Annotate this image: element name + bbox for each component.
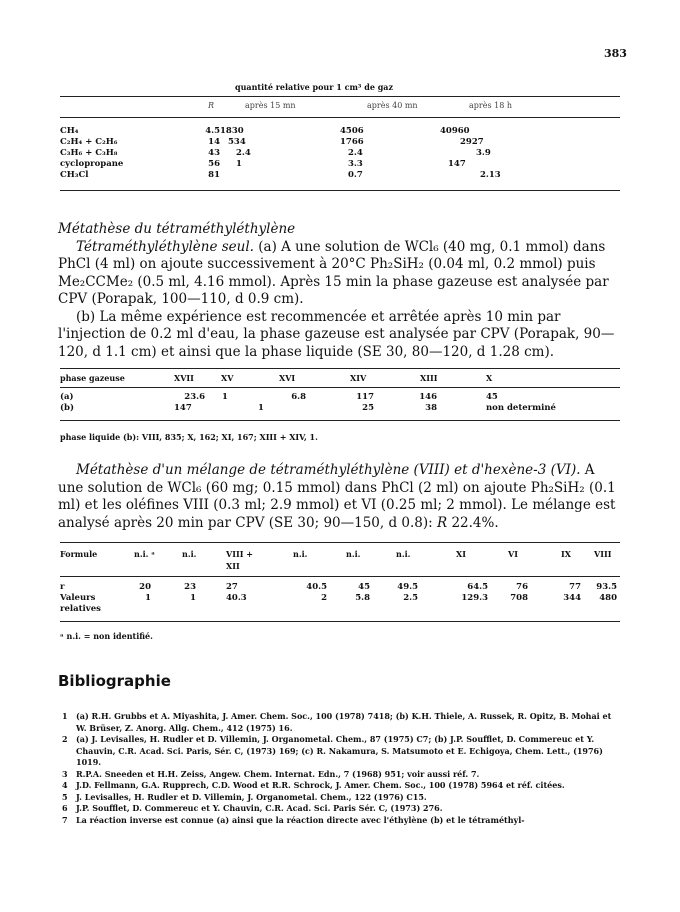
table1-cell: 534 xyxy=(228,137,246,147)
table3-cell: r xyxy=(60,582,65,592)
table1-cell: 3.9 xyxy=(476,148,491,158)
ref-number: 6 xyxy=(62,803,68,813)
table1-cell: 43 xyxy=(208,148,220,158)
ref-text: J.D. Fellmann, G.A. Rupprech, C.D. Wood et R.R. Schrock, J. Amer. Chem. Soc., 100 (1978) 5964 et réf. citées. xyxy=(76,780,565,790)
table2-bottom-rule xyxy=(60,420,620,421)
table3-cell: 344 xyxy=(563,593,581,603)
table1-cell: 14 xyxy=(208,137,220,147)
bibliography-ref xyxy=(62,711,622,734)
table2-header: XIII xyxy=(420,373,438,383)
table1-row xyxy=(60,137,560,148)
table1-cell: 4506 xyxy=(340,126,364,136)
table1-cell: 81 xyxy=(208,170,220,180)
table1-cell: 2.4 xyxy=(348,148,363,158)
section1-p1-text: (a) A une solution de WCl₆ (40 mg, 0.1 mmol) dans PhCl (4 ml) on ajoute successivement à 20°C Ph₂SiH₂ (0.04 ml, 0.2 mmol) puis Me₂CCMe₂ (0.5 ml, 4.16 mmol). Après 15 min la phase gazeuse est analysée par CPV (Porapak, 100—110, d 0.9 cm). xyxy=(58,238,609,307)
ref-text: J.P. Soufflet, D. Commereuc et Y. Chauvin, C.R. Acad. Sci. Paris Sér. C, (1973) 276. xyxy=(76,803,443,813)
table3-cell: 76 xyxy=(516,582,528,592)
table1-cell: 147 xyxy=(448,159,466,169)
table1-cell: 40960 xyxy=(440,126,470,136)
ref-text: J. Levisalles, H. Rudler et D. Villemin, J. Organometal. Chem., 122 (1976) C15. xyxy=(76,791,427,802)
table1-cell: 2.4 xyxy=(236,148,251,158)
table3-cell: 49.5 xyxy=(397,582,418,592)
table2-cell: (a) xyxy=(60,392,74,402)
table3-cell: 5.8 xyxy=(355,593,370,603)
table1-header: R xyxy=(208,101,215,110)
table1-cell: CH₄ xyxy=(60,126,79,136)
table1-cell: 1 xyxy=(236,159,242,169)
table3-header: n.i. xyxy=(396,549,411,559)
ref-text: (a) J. Levisalles, H. Rudler et D. Villemin, J. Organometal. Chem., 87 (1975) C7; (b) J.P. Soufflet, D. Commereuc et Y. Chauvin, C.R. Acad. Sci. Paris, Sér. C, (1973) 169; (c) R. Nakamura, S. Matsumoto et E. Echigoya, Chem. Lett., (1976) 1019. xyxy=(76,734,603,767)
table1-cell: 2.13 xyxy=(480,170,501,180)
ref-text: (a) R.H. Grubbs et A. Miyashita, J. Amer. Chem. Soc., 100 (1978) 7418; (b) K.H. Thiele, A. Russek, R. Opitz, B. Mohai et W. Brüser, Z. Anorg. Allg. Chem., 412 (1975) 16. xyxy=(76,711,612,733)
table3-header: n.i. xyxy=(293,549,308,559)
bibliography-ref xyxy=(62,734,622,769)
bibliography-ref xyxy=(62,769,622,781)
section2-r-label: R xyxy=(436,514,448,531)
table3-header: n.i. xyxy=(182,549,197,559)
bibliography-ref xyxy=(62,792,622,804)
table2-cell: 1 xyxy=(258,403,264,413)
table2-header: XVII xyxy=(174,373,194,383)
bibliography-ref xyxy=(62,815,622,827)
table1-bottom-rule xyxy=(60,190,620,191)
table3-cell: 2.5 xyxy=(403,593,418,603)
table3-header: n.i. ᵃ xyxy=(134,549,155,559)
table2-header: X xyxy=(486,373,493,383)
section1-paragraph2: (b) La même expérience est recommencée et arrêtée après 10 min par l'injection de 0.2 ml d'eau, la phase gazeuse est analysée par CPV (Porapak, 90—120, d 1.1 cm) et ainsi que la phase liquide (SE 30, 80—120, d 1.28 cm). xyxy=(58,308,615,360)
table2-header-rule xyxy=(60,387,620,388)
table1-header-row xyxy=(60,100,567,111)
table3-cell: 45 xyxy=(358,582,370,592)
table1-cell: 2927 xyxy=(460,137,484,147)
table1-cell: 56 xyxy=(208,159,220,169)
section1 xyxy=(58,221,618,361)
ref-number: 5 xyxy=(62,791,68,802)
table3-cell: 20 xyxy=(139,582,151,592)
table3-cell: 129.3 xyxy=(461,593,488,603)
section1-paragraph1 xyxy=(58,239,618,309)
table3-header: VIII + XII xyxy=(226,549,253,571)
table3-cell: 64.5 xyxy=(467,582,488,592)
table1-cell: 3.3 xyxy=(348,159,363,169)
table2-cell: 146 xyxy=(419,392,437,402)
table1-cell: C₃H₆ + C₃H₈ xyxy=(60,148,118,158)
table2-top-rule xyxy=(60,368,620,369)
table2-cell: 38 xyxy=(425,403,437,413)
bibliography-list xyxy=(62,711,622,826)
table1-caption: quantité relative pour 1 cm³ de gaz xyxy=(235,82,394,92)
table3-cell: 77 xyxy=(569,582,581,592)
table2-header: XVI xyxy=(279,373,296,383)
table3-header: VIII xyxy=(594,549,612,559)
ref-text: R.P.A. Sneeden et H.H. Zeiss, Angew. Chem. Internat. Edn., 7 (1968) 951; voir aussi réf. 7. xyxy=(76,768,480,779)
table2-header: XV xyxy=(221,373,234,383)
table1-header: après 18 h xyxy=(469,101,512,110)
table3-top-rule xyxy=(60,542,620,543)
table3-cell: 27 xyxy=(226,582,238,592)
table2-cell: non determiné xyxy=(486,403,556,413)
table3-cell: 480 xyxy=(599,593,617,603)
table3-header: Formule xyxy=(60,549,98,559)
table1-cell: 4.5 xyxy=(205,126,220,136)
table3-cell: 93.5 xyxy=(596,582,617,592)
bibliography-ref xyxy=(62,803,622,815)
section2-heading: Métathèse d'un mélange de tétraméthyléthylène (VIII) et d'hexène-3 (VI). xyxy=(76,462,581,478)
table3-header: VI xyxy=(508,549,518,559)
table1-top-rule xyxy=(60,96,620,97)
table1-row xyxy=(60,126,560,137)
table1-cell: C₂H₄ + C₂H₆ xyxy=(60,137,118,147)
table2-cell: 23.6 xyxy=(184,392,205,402)
ref-number: 2 xyxy=(62,734,68,744)
table3-bottom-rule xyxy=(60,621,620,622)
table3-cell: 23 xyxy=(184,582,196,592)
table3-header-rule xyxy=(60,576,620,577)
ref-number: 1 xyxy=(62,711,68,721)
table1-cell: CH₃Cl xyxy=(60,170,89,180)
table1-cell: cyclopropane xyxy=(60,159,124,169)
table3-header: IX xyxy=(561,549,571,559)
section1-heading: Métathèse du tétraméthyléthylène xyxy=(58,221,296,237)
table2-cell: (b) xyxy=(60,403,74,413)
table3-cell: Valeurs relatives xyxy=(60,593,101,614)
table3-footnote: ᵃ n.i. = non identifié. xyxy=(60,631,153,641)
page-number: 383 xyxy=(604,47,627,60)
bibliography-title: Bibliographie xyxy=(58,672,171,690)
section2-paragraph xyxy=(58,462,618,532)
table1-header: après 40 mn xyxy=(367,101,418,110)
section2-text: A une solution de WCl₆ (60 mg; 0.15 mmol) dans PhCl (2 ml) on ajoute Ph₂SiH₂ (0.1 ml) et les oléfines VIII (0.3 ml; 2.9 mmol) et VI (0.25 ml; 2 mmol). Le mélange est analysé après 20 min par CPV (SE 30; 90—150, d 0.8): xyxy=(58,462,616,531)
table1-cell: 0.7 xyxy=(348,170,363,180)
bibliography-ref xyxy=(62,780,622,792)
table1-cell: 1830 xyxy=(220,126,244,136)
table1-header xyxy=(60,100,190,111)
table2-cell: 25 xyxy=(362,403,374,413)
table1-header: après 15 mn xyxy=(245,101,296,110)
table3-cell: 1 xyxy=(145,593,151,603)
table2-header: XIV xyxy=(350,373,367,383)
table1-cell: 1766 xyxy=(340,137,364,147)
section1-p1-italic: Tétraméthyléthylène seul. xyxy=(76,238,254,255)
table3-cell: 2 xyxy=(321,593,327,603)
table2-cell: 45 xyxy=(486,392,498,402)
table2-footnote: phase liquide (b): VIII, 835; X, 162; XI, 167; XIII + XIV, 1. xyxy=(60,432,318,442)
table2-header: phase gazeuse xyxy=(60,373,125,383)
ref-number: 7 xyxy=(62,814,68,825)
ref-number: 4 xyxy=(62,780,68,790)
table3-cell: 708 xyxy=(510,593,528,603)
table1-header-rule xyxy=(60,117,620,118)
table1-row xyxy=(60,170,560,181)
table1 xyxy=(60,100,567,111)
table3-header: XI xyxy=(456,549,466,559)
table1-body xyxy=(60,126,560,181)
section2-r-value: 22.4%. xyxy=(447,514,499,531)
table2-cell: 1 xyxy=(222,392,228,402)
table3-cell: 40.3 xyxy=(226,593,247,603)
section2 xyxy=(58,462,618,532)
table1-row xyxy=(60,148,560,159)
table3-header: n.i. xyxy=(346,549,361,559)
table1-row xyxy=(60,159,560,170)
ref-number: 3 xyxy=(62,768,68,779)
table2-cell: 117 xyxy=(356,392,374,402)
table2-cell: 6.8 xyxy=(291,392,306,402)
table3-cell: 1 xyxy=(190,593,196,603)
table1-cell xyxy=(220,170,340,181)
table2-cell: 147 xyxy=(174,403,192,413)
ref-text: La réaction inverse est connue (a) ainsi que la réaction directe avec l'éthylène (b) et le tétraméthyl- xyxy=(76,814,525,825)
table3-cell: 40.5 xyxy=(306,582,327,592)
